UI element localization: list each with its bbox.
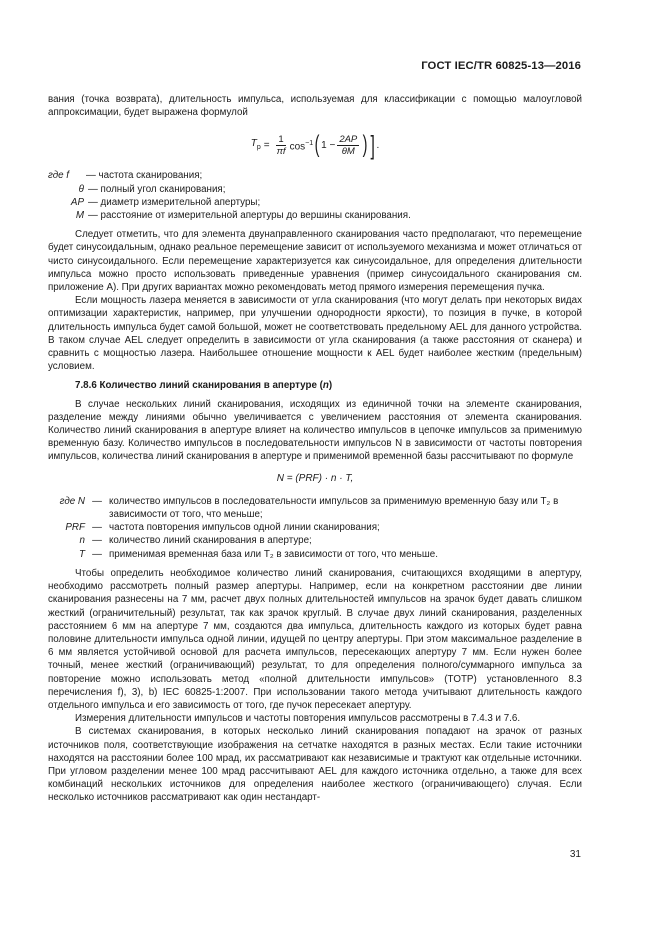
- fraction-ap-over-theta-m: $\frac{2AP}{\theta M}$: [339, 133, 358, 157]
- definition-row: AP — диаметр измерительной апертуры;: [70, 196, 261, 208]
- paragraph-scan-lines: В случае нескольких линий сканирования, исходящих из единичной точки на элементе сканирования, разделение между линиями обычно увеличивается с увеличением расстояния от элемента сканирования. Количество линий сканирования в апертуре влияет на количество импульсов в цепочке импульсов за применимую временную базу. Количество импульсов в последовательности импульсов N в зависимости от частоты повторения импульсов, количества линий сканирования в апертуре и применимой временной базы рассчитывают по формуле: [48, 398, 582, 463]
- definition-row: M — расстояние от измерительной апертуры до вершины сканирования.: [75, 210, 411, 222]
- paragraph-multiple-sources: В системах сканирования, в которых несколько линий сканирования попадают на зрачок от разных источников поля, соответствующие изображения на сетчатке находятся в разных местах. Если такие источники находятся на расстоянии более 100 мрад, их рассматривают как независимые и трактуют как отдельные источники. При угловом разделении менее 100 мрад рассчитывают AEL для каждого источника отдельно, а также для всех комбинаций нескольких источников для определения наиболее жесткого (ограничивающего) случая. Если несколько источников рассматривают как один нестандарт-: [48, 726, 582, 804]
- close-paren-glyph: ): [362, 131, 368, 159]
- paragraph-continuation: вания (точка возврата), длительность импульса, используемая для классификации с помощью малоугловой аппроксимации, будет выражена формулой: [48, 94, 582, 119]
- fraction-one-over-pif: $\frac{1}{\pi f}$: [276, 133, 286, 157]
- close-bracket-glyph: ]: [370, 130, 376, 161]
- formula-one-minus: 1 −: [321, 139, 336, 151]
- definition-row: θ — полный угол сканирования;: [78, 183, 226, 195]
- pulse-count-formula: N = (PRF) · n · T,: [276, 472, 354, 484]
- definitions-list-1: [48, 169, 582, 222]
- document-code-header: ГОСТ IEC/TR 60825-13—2016: [421, 60, 581, 72]
- definition-row: T — применимая временная база или T₂ в зависимости от того, что меньше.: [79, 548, 438, 560]
- paragraph-measurement-reference: Измерения длительности импульсов и частоты повторения импульсов рассмотрены в 7.4.3 и 7.6.: [75, 713, 521, 725]
- page-number: 31: [569, 849, 581, 860]
- definition-row: где N — количество импульсов в последовательности импульсов за применимую временную базу или T₂ в зависимости от того, что меньше;: [59, 495, 559, 521]
- open-paren-glyph: (: [314, 131, 320, 159]
- paragraph-aperture-size: Чтобы определить необходимое количество линий сканирования, считающихся входящими в апертуру, необходимо рассмотреть полный размер апертуры. Например, если на конкретном расстоянии две линии сканирования разнесены на 7 мм, расчет двух полных длительностей импульсов на зрачок будет давать слишком жесткий (ограничительный) результат, так как зрачок круглый. В случае двух линий сканирования, разделенных расстоянием 6 мм на апертуре 7 мм, создаются два импульса, длительность каждого из которых будет равна половине длительности импульса одной линии, идущей по центру апертуры. При этом максимальное разделение в 6 мм является устойчивой основой для расчета импульсов, пересекающих апертуру 7 мм. Если нужен более точный, менее жесткий (ограничивающий) результат, то для определения полного/суммарного импульса за повторение можно использовать метод «полной длительности импульсов» (TOTP) установленного 8.3 перечисления f), 3), b) IEC 60825-1:2007. При использовании такого метода учитывают длительность каждого отдельного импульса и его зависимость от того, где пучок пересекает апертуру.: [48, 567, 582, 711]
- formula-equals: =: [263, 139, 270, 151]
- definition-row: PRF — частота повторения импульсов одной линии сканирования;: [65, 522, 380, 534]
- definition-row: где f — частота сканирования;: [48, 170, 203, 182]
- definition-row: n — количество линий сканирования в апертуре;: [79, 535, 312, 547]
- pulse-duration-formula: $T_p$ = $\frac{1}{\pi f}$ $\cos^{-1}$ ( 1 − $\frac{2AP}{\theta M}$ ) ] .: [250, 130, 380, 161]
- paragraph-laser-power: Если мощность лазера меняется в зависимости от угла сканирования (что могут делать при некоторых видах оптимизации характеристик, например, при улучшении однородности яркости), то позиция в пучке, в которой длительность импульса будет самой большой, может не соответствовать предельному AEL для данного устройства. В таком случае AEL следует определить в зависимости от угла сканирования (а также расстояния от сканера) и сравнить с мощностью лазера. Наибольшее отношение мощности к AEL будет наиболее жестким (предельным) условием.: [48, 295, 582, 373]
- definitions-list-2: [48, 495, 582, 561]
- page-body: [48, 93, 582, 805]
- section-heading-7-8-6: 7.8.6 Количество линий сканирования в апертуре (n): [75, 380, 333, 392]
- formula-arccos: $\cos^{-1}$: [289, 140, 314, 153]
- formula-lhs: $T_p$: [250, 137, 261, 151]
- paragraph-bidirectional-scanning: Следует отметить, что для элемента двунаправленного сканирования часто предполагают, что перемещение будет синусоидальным, однако реальное перемещение зависит от используемого механизма и может отличаться от чисто синусоидального. Если перемещение характеризуется как синусоидальное, для определения длительности импульса можно просто использовать приведенные уравнения (пример синусоидального сканирования см. приложение А). При других вариантах можно рекомендовать метод прямого измерения перемещения пучка.: [48, 229, 582, 294]
